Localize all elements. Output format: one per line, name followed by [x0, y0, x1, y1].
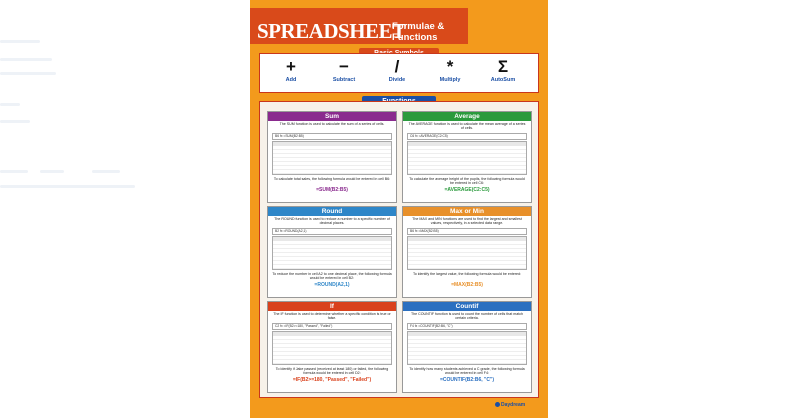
round-spreadsheet	[272, 236, 392, 270]
poster	[250, 0, 548, 418]
logo-icon	[495, 402, 500, 407]
publisher-logo: Daydream	[495, 402, 525, 408]
card-round: Round The ROUND function is used to reduce a number to a specific number of decimal places. B2 fx =ROUND(A2,1) To reduce the number in cell A2 to one decimal place, the following formula would be entered in cell B2: =ROUND(A2,1)	[267, 206, 397, 298]
max-spreadsheet	[407, 236, 527, 270]
card-countif: Countif The COUNTIF function is used to count the number of cells that match certain criteria. F4 fx =COUNTIF(B2:B6, "C") To identify how many students achieved a C grade, the following formula would be entered in cell F4: =COUNTIF(B2:B6, "C")	[402, 301, 532, 393]
faded-background	[0, 0, 250, 418]
card-max-or-min: Max or Min The MAX and MIN functions are used to find the largest and smallest values, respectively, in a selected data range. B6 fx =MAX(B2:B5) To identify the largest value, the following formula would be entered: =MAX(B2:B5)	[402, 206, 532, 298]
card-if: If The IF function is used to determine whether a specific condition is true or false. C2 fx =IF(B2>=180, "Passed", "Failed") To identify if Jake passed (received at least 180) or failed, the following formula would be entered in cell D2: =IF(B2>=180, "Passed", "Failed")	[267, 301, 397, 393]
symbol-divide: / Divide	[374, 57, 420, 83]
divide-icon: /	[394, 57, 400, 76]
functions-panel	[259, 101, 539, 398]
title-banner	[250, 8, 468, 44]
add-icon: +	[286, 57, 296, 76]
card-average: Average The AVERAGE function is used to calculate the mean average of a series of cells. C6 fx =AVERAGE(C2:C5) To calculate the average height of the pupils, the following formula would be entered in cell C6: =AVERAGE(C2:C5)	[402, 111, 532, 203]
multiply-icon: *	[446, 57, 454, 76]
subtract-icon: −	[339, 57, 349, 76]
poster-title: SPREADSHEET	[257, 19, 406, 43]
poster-subtitle: Formulae & Functions	[392, 21, 445, 43]
autosum-icon: Σ	[497, 57, 509, 76]
symbol-subtract: − Subtract	[321, 57, 367, 83]
countif-spreadsheet	[407, 331, 527, 365]
symbol-add: + Add	[268, 57, 314, 83]
card-sum: Sum The SUM function is used to calculate the sum of a series of cells. B6 fx =SUM(B2:B5) To calculate total sales, the following formula would be entered in cell B6: =SUM(B2:B5)	[267, 111, 397, 203]
symbol-multiply: * Multiply	[427, 57, 473, 83]
if-spreadsheet	[272, 331, 392, 365]
average-spreadsheet	[407, 141, 527, 175]
basic-symbols-panel	[259, 53, 539, 93]
sum-spreadsheet	[272, 141, 392, 175]
symbol-autosum: Σ AutoSum	[480, 57, 526, 83]
